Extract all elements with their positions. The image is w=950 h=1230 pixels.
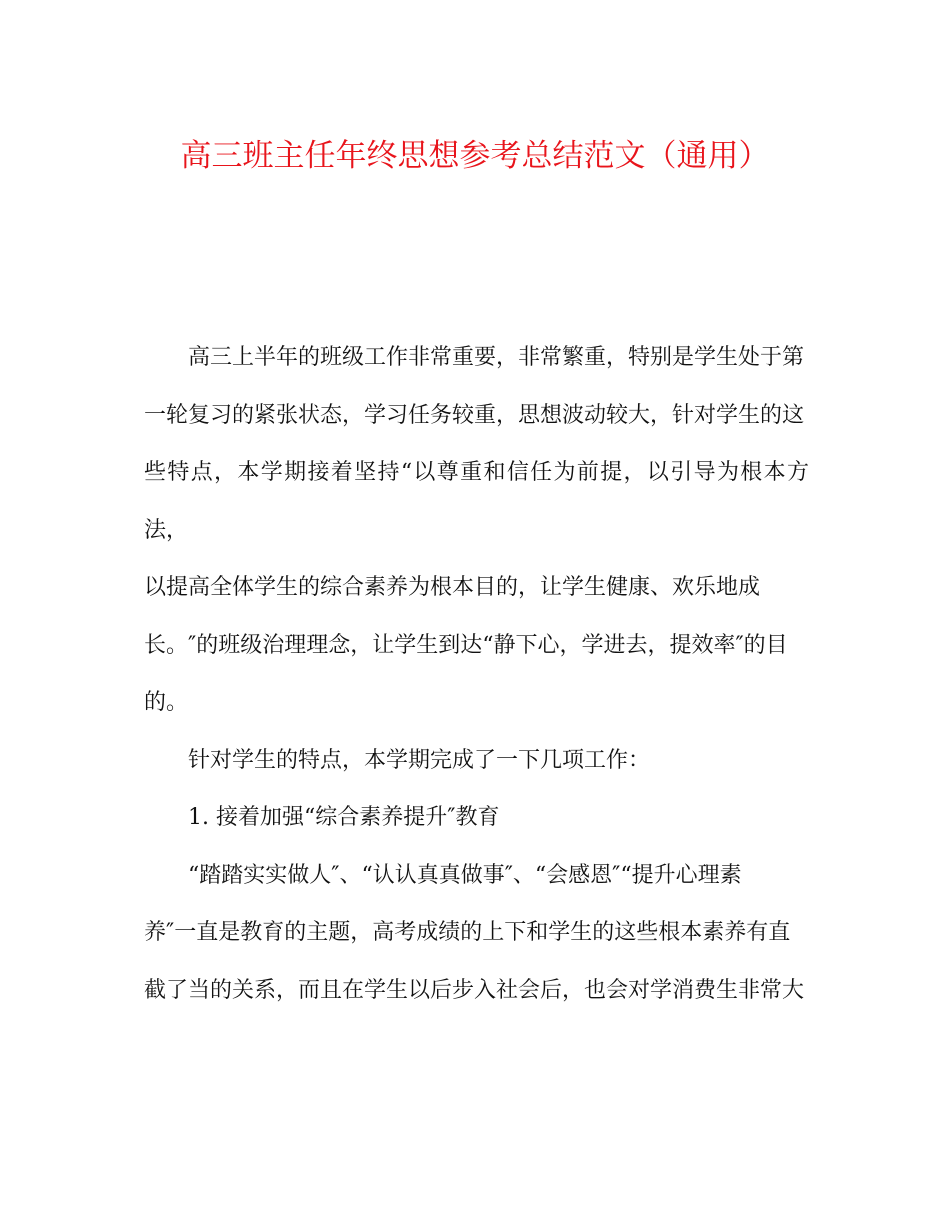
paragraph-line: 养″一直是教育的主题，高考成绩的上下和学生的这些根本素养有直 bbox=[144, 920, 791, 945]
document-body bbox=[144, 329, 809, 1019]
paragraph-line: “踏踏实实做人″、“认认真真做事″、“会感恩″“提升心理素 bbox=[188, 862, 742, 888]
section-heading: 1. 接着加强“综合素养提升″教育 bbox=[188, 805, 500, 830]
paragraph-line: 的。 bbox=[144, 690, 189, 715]
paragraph-line: 以提高全体学生的综合素养为根本目的，让学生健康、欢乐地成 bbox=[144, 575, 761, 600]
document-title: 高三班主任年终思想参考总结范文（通用） bbox=[180, 138, 770, 174]
paragraph-line: 截了当的关系，而且在学生以后步入社会后，也会对学消费生非常大 bbox=[144, 977, 805, 1003]
paragraph-line: 高三上半年的班级工作非常重要，非常繁重，特别是学生处于第 bbox=[188, 345, 805, 370]
paragraph-line: 一轮复习的紧张状态，学习任务较重，思想波动较大，针对学生的这 bbox=[144, 402, 805, 428]
paragraph-line: 长。″的班级治理理念，让学生到达“静下心，学进去，提效率″的目 bbox=[144, 632, 788, 658]
paragraph-line: 些特点，本学期接着坚持“以尊重和信任为前提，以引导为根本方法， bbox=[144, 460, 809, 543]
paragraph-line: 针对学生的特点，本学期完成了一下几项工作： bbox=[188, 747, 651, 773]
